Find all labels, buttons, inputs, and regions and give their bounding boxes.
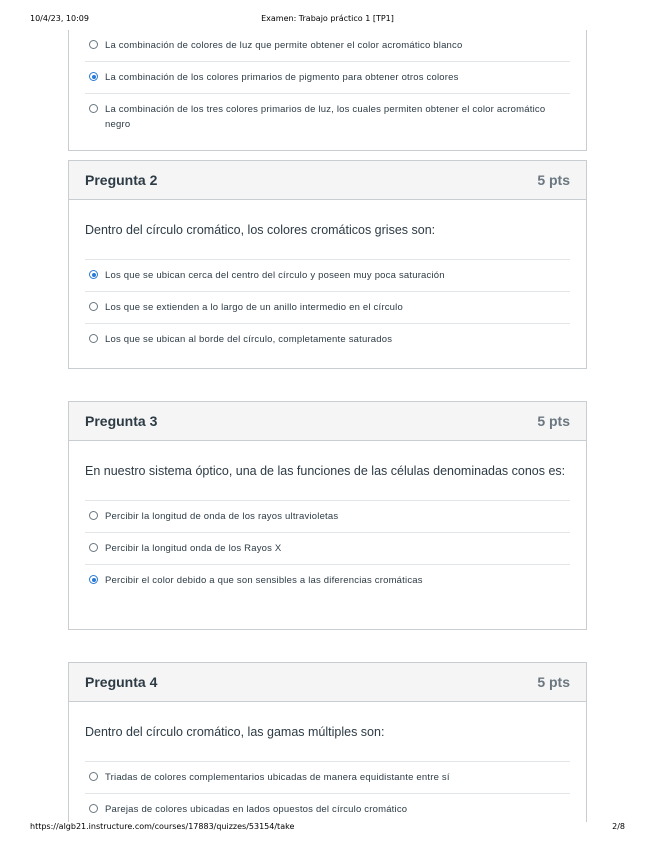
answer-label: Triadas de colores complementarios ubicadas de manera equidistante entre sí: [105, 772, 450, 783]
question-card-1: [68, 30, 587, 151]
print-page-title: Examen: Trabajo práctico 1 [TP1]: [261, 14, 394, 23]
answer-option[interactable]: [85, 793, 570, 825]
radio-button[interactable]: [89, 334, 98, 343]
print-datetime: 10/4/23, 10:09: [30, 14, 89, 23]
answer-option[interactable]: [85, 291, 570, 323]
answer-list: [85, 259, 570, 355]
answer-label: Parejas de colores ubicadas en lados opuestos del círculo cromático: [105, 804, 408, 815]
answer-list: [85, 30, 570, 140]
question-text: Dentro del círculo cromático, los colores cromáticos grises son:: [85, 223, 436, 237]
answer-option[interactable]: [85, 761, 570, 793]
answer-label: Los que se ubican cerca del centro del círculo y poseen muy poca saturación: [105, 270, 445, 281]
question-card-2: [68, 160, 587, 369]
answer-label: La combinación de colores de luz que permite obtener el color acromático blanco: [105, 40, 463, 51]
question-points: 5 pts: [537, 674, 570, 690]
print-footer: [0, 822, 655, 834]
answer-option[interactable]: [85, 532, 570, 564]
answer-label: Los que se extienden a lo largo de un anillo intermedio en el círculo: [105, 302, 403, 313]
answer-option[interactable]: [85, 30, 570, 61]
question-title: Pregunta 3: [85, 413, 158, 429]
radio-button[interactable]: [89, 511, 98, 520]
question-text: Dentro del círculo cromático, las gamas múltiples son:: [85, 725, 385, 739]
radio-button-selected[interactable]: [89, 270, 98, 279]
question-points: 5 pts: [537, 413, 570, 429]
radio-button[interactable]: [89, 804, 98, 813]
answer-label: Percibir la longitud de onda de los rayos ultravioletas: [105, 511, 339, 522]
answer-label: Percibir la longitud onda de los Rayos X: [105, 543, 282, 554]
question-header: [69, 161, 586, 200]
answer-option[interactable]: [85, 61, 570, 93]
answer-label: Percibir el color debido a que son sensibles a las diferencias cromáticas: [105, 575, 423, 586]
print-url: https://algb21.instructure.com/courses/17883/quizzes/53154/take: [30, 822, 295, 831]
answer-option[interactable]: [85, 259, 570, 291]
answer-option[interactable]: [85, 323, 570, 355]
radio-button-selected[interactable]: [89, 72, 98, 81]
question-header: [69, 663, 586, 702]
radio-button[interactable]: [89, 104, 98, 113]
radio-button[interactable]: [89, 543, 98, 552]
answer-option[interactable]: [85, 93, 570, 140]
question-header: [69, 402, 586, 441]
radio-button[interactable]: [89, 772, 98, 781]
question-text: En nuestro sistema óptico, una de las funciones de las células denominadas conos es:: [85, 464, 566, 478]
answer-option[interactable]: [85, 500, 570, 532]
answer-label: Los que se ubican al borde del círculo, completamente saturados: [105, 334, 393, 345]
answer-label: La combinación de los colores primarios de pigmento para obtener otros colores: [105, 72, 459, 83]
answer-list: [85, 500, 570, 596]
radio-button[interactable]: [89, 302, 98, 311]
answer-list: [85, 761, 570, 825]
question-card-4: [68, 662, 587, 822]
print-header: [0, 14, 655, 26]
answer-label: La combinación de los tres colores primarios de luz, los cuales permiten obtener el color acromático negro: [105, 104, 546, 130]
question-points: 5 pts: [537, 172, 570, 188]
answer-option[interactable]: [85, 564, 570, 596]
question-title: Pregunta 4: [85, 674, 158, 690]
radio-button-selected[interactable]: [89, 575, 98, 584]
radio-button[interactable]: [89, 40, 98, 49]
question-card-3: [68, 401, 587, 630]
question-title: Pregunta 2: [85, 172, 158, 188]
print-page-number: 2/8: [612, 822, 625, 831]
